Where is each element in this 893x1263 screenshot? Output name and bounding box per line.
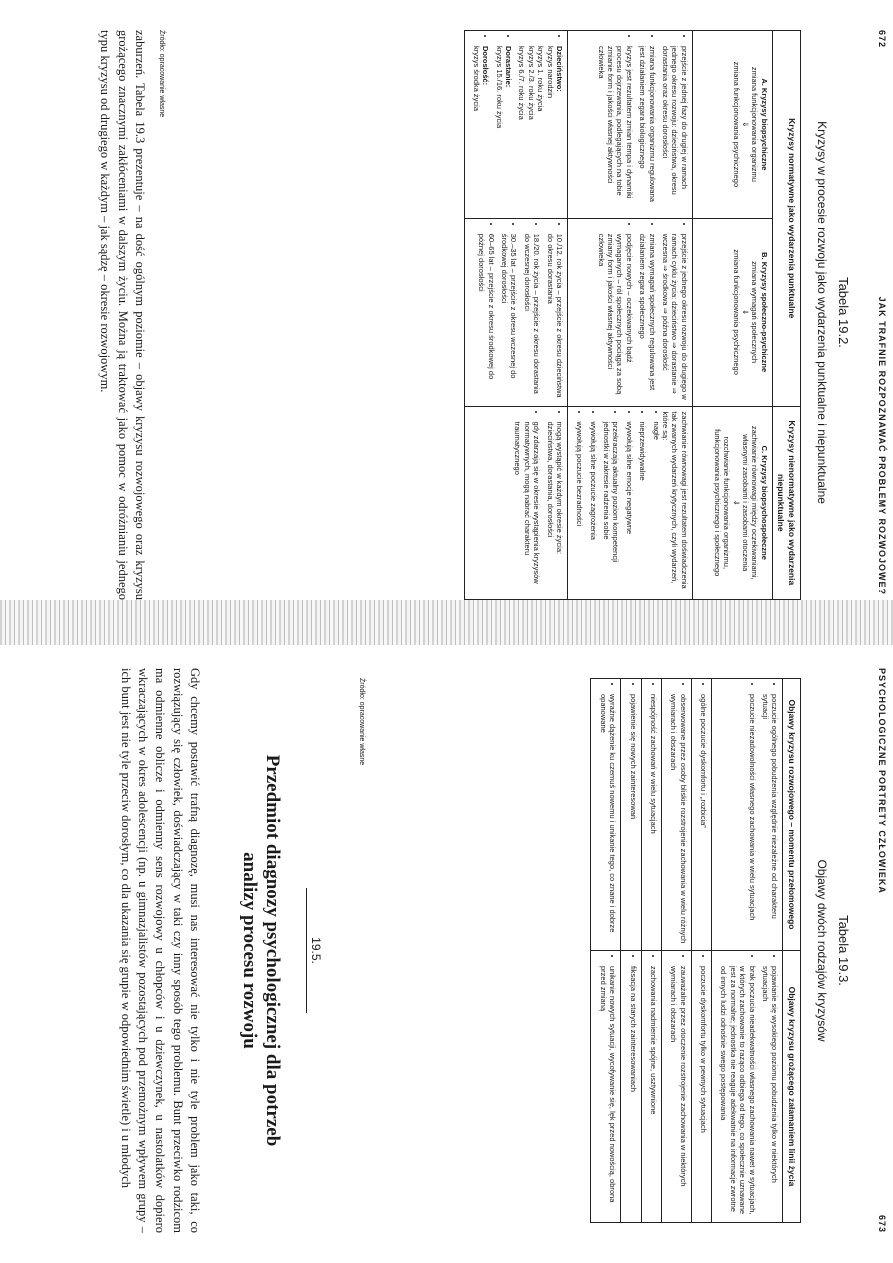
running-head <box>871 668 887 1233</box>
cell-b-desc <box>568 218 693 406</box>
list-item: • Dorosłość: kryzys środka życia <box>472 46 491 213</box>
table-row <box>662 679 692 1223</box>
table-row <box>568 31 693 600</box>
page-672 <box>0 0 893 625</box>
cell-b-head: B. Kryzysy społeczno-psychiczne zmiana wymagań społecznych ⇓ zmiana funkcjonowania psychicznego <box>692 218 772 406</box>
table-row <box>691 679 711 1223</box>
list-item: • 10./12. rok życia – przejście z okresu dzieciństwa do okresu dorastania <box>545 234 564 401</box>
col-normative: Kryzysy normatywne jako wydarzenia punktualne <box>772 31 800 407</box>
list-item: • mogą wystąpić w każdym okresie życia: dzieciństwa, dorastania, dorosłości <box>545 422 564 594</box>
list-item: • 18./20. rok życia – przejście z okresu dorastania do wczesnej dorosłości <box>523 234 542 401</box>
list-item: • Dzieciństwo: kryzys narodzin kryzys 1. roku życia kryzys 2./3. roku życia kryzys 6./7. roku życia <box>517 46 564 213</box>
list-item: • zmiana wymagań społecznych regulowana jest działaniem zegara społecznego <box>638 234 657 401</box>
list-item: • przejście z jednej fazy do drugiej w ramach jednego okresu rozwoju: dzieciństwa, okresu dorastania oraz okresu dorosłości <box>661 46 689 213</box>
page-number: 673 <box>877 1214 887 1233</box>
page-number: 672 <box>877 30 887 49</box>
list-item: • podjęcie nowych – oczekiwanych bądź wymaganych – ról społecznych pociąga za sobą zmiany form i jakości własnej aktywności człowieka <box>596 234 634 401</box>
list-item: • nagłe <box>651 422 660 594</box>
table-row <box>712 679 783 1223</box>
list-item: • Dorastanie: kryzys 15./16. roku życia <box>494 46 513 213</box>
list-item: • unikanie nowych sytuacji, wycofywanie się, lęk przed nowością, obrona przed zmianą <box>599 966 618 1217</box>
running-head-text: PSYCHOLOGICZNE PORTRETY CZŁOWIEKA <box>877 668 887 894</box>
section-rule <box>306 888 307 1013</box>
col-right: Objawy kryzysu grożącego załamaniem linii życia <box>783 951 801 1223</box>
col-nonnormative: Kryzysy nienormatywne jako wydarzenia niepunktualne <box>772 406 800 599</box>
col-left: Objawy kryzysu rozwojowego – momentu przełomowego <box>783 679 801 951</box>
list-item: • przejście z jednego okresu rozwoju do drugiego w ramach cyklu życia: dzieciństwo ⇒ dorastanie ⇒ wczesna ⇒ środkowa ⇒ późna dorosłość <box>661 234 689 401</box>
list-item: • niespójność zachowań w wielu sytuacjach <box>649 694 658 945</box>
table-19-2 <box>464 30 801 600</box>
table-number: Tabela 19.3. <box>836 915 851 986</box>
cell-a-examples <box>464 31 567 219</box>
list-item: • zmiana funkcjonowania organizmu regulowana jest działaniem zegara biologicznego <box>638 46 657 213</box>
list-item: • 30.–35 lat – przejście z okresu wczesnej do środkowej dorosłości <box>500 234 519 401</box>
list-item: • wyraźne dążenie ku czemuś nowemu i unikanie tego, co znane i dobrze opanowane <box>599 694 618 945</box>
cell-c-desc: zachwianie równowagi jest rezultatem doświadczenia tak zwanych wydarzeń krytycznych, czyli wydarzeń, które są: • nagłe • nieprzewidywalne • wywołują silne emocje negatywne • przekraczają aktualny poziom kompetencji jednostki w zakresie radzenia sobie • wywołują silne poczucie zagrożenia • wywołują poczucie bezradności <box>568 406 693 599</box>
list-item: • wywołują poczucie bezradności <box>575 422 584 594</box>
cell-b-examples <box>464 218 567 406</box>
list-item: • zauważalne przez otoczenie rozstrojenie zachowania w niektórych wymiarach i obszarach <box>669 966 688 1217</box>
list-item: • zachowania nadmiernie spójne, usztywnione <box>649 966 658 1217</box>
table-row <box>591 679 621 1223</box>
list-item: • poczucie ogólnego pobudzenia względnie niezależne od charakteru sytuacji <box>761 694 780 945</box>
table-row <box>641 679 661 1223</box>
list-item: • poczucie niezadowolności własnego zachowania w wielu sytuacjach <box>747 694 756 945</box>
table-source: Źródło: opracowanie własne <box>158 30 165 118</box>
table-caption: Objawy dwóch rodzajów kryzysów <box>815 859 829 1042</box>
list-item: • 60–65 lat – przejście z okresu środkowej do późnej dorosłości <box>477 234 496 401</box>
table-19-3 <box>591 678 802 1223</box>
list-item: • nieprzewidywalne <box>638 422 647 594</box>
list-item: • wywołują silne emocje negatywne <box>625 422 634 594</box>
list-item: • fiksacja na starych zainteresowaniach <box>628 966 637 1217</box>
body-text: zaburzeń. Tabela 19.3 prezentuje – na dość ogólnym poziomie – objawy kryzysu rozwojowego oraz kryzysu grożącego znacznymi zakłóceniami w dalszym życiu. Można ją traktować jako pomoc w odróżnianiu jednego typu kryzysu od drugiego w każdym – jak sądzę – okresie rozwojowym. <box>98 30 147 600</box>
list-item: • kryzys jest rezultatem zmian tempa i dynamiki procesu dojrzewania, podlegających na tobie zmianie form i jakości własnej aktywności człowieka <box>596 46 634 213</box>
section-number: 19.5. <box>309 937 323 964</box>
running-head-text: JAK TRAFNIE ROZPOZNAWAĆ PROBLEMY ROZWOJOWE? <box>877 296 887 595</box>
table-source: Źródło: opracowanie własne <box>358 678 365 766</box>
table-row <box>692 31 772 600</box>
list-item: • przekraczają aktualny poziom kompetencji jednostki w zakresie radzenia sobie <box>602 422 621 594</box>
list-item: • pojawienie się nowych zainteresowań <box>628 694 637 945</box>
list-item: • poczucie dyskomfortu tylko w pewnych sytuacjach <box>699 966 708 1217</box>
table-caption: Kryzysy w procesie rozwoju jako wydarzenia punktualne i niepunktualne <box>815 121 829 504</box>
running-head <box>871 30 887 595</box>
list-item: • gdy zdarzają się w okresie wystąpienia kryzysów normatywnych, mogą nabrać charakteru traumatycznego <box>513 422 541 594</box>
list-item: • obserwowane przez osoby bliskie rozstrojenie zachowania w wielu różnych wymiarach i obszarach <box>669 694 688 945</box>
table-row <box>621 679 641 1223</box>
list-item: • ogólne poczucie dyskomfortu i „rozbicia” <box>699 694 708 945</box>
cell-c-head: C. Kryzysy biopsychospołeczne zachwianie równowagi między oczekiwaniami, własnymi zasobami i zasobami otoczenia ⇓ rozchwianie funkcjonowania organizmu, funkcjonowania psychicznego i społecznego <box>692 406 772 599</box>
table-number: Tabela 19.2. <box>836 277 851 348</box>
page-672-rotated <box>0 0 893 625</box>
cell-a-desc <box>568 31 693 219</box>
list-item: • pojawianie się wysokiego poziomu pobudzenia tylko w niektórych sytuacjach <box>761 966 780 1217</box>
list-item: • wywołują silne poczucie zagrożenia <box>588 422 597 594</box>
table-row <box>464 31 567 600</box>
list-item: • brak poczucia nieadekwatności własnego zachowania nawet w sytuacjach, w których zachowanie to raząco odbiega od tego, co społecznie uznawane jest za normalne; jednostka nie reaguje adekwatnie na informacje zwrotne od innych ludzi odnośnie swego postępowania <box>719 966 757 1217</box>
page-673 <box>0 638 893 1263</box>
body-text: Gdy chcemy postawić trafną diagnozę, musi nas interesować nie tylko i nie tyle problem jako taki, co rozwiązujący się człowiek, doświadczający w taki czy inny sposób tego problemu. Bunt przeciwko rodzicom ma odmienne oblicze i odmienny sens rozwojowy u chłopców i u dziewczynek, u nastolatków dopiero wkraczających w okres adolescencji (np. u gimnazjalistów pozostających pod przemożnym wpływem grupy – ich bunt jest nie tyle przeciw dorosłym, co dla ukazania się grupie w odpowiednim świetle) i u młodych <box>119 668 202 1233</box>
page-673-rotated <box>0 638 893 1263</box>
cell-a-head: A. Kryzysy biopsychiczne zmiana funkcjonowania organizmu ⇓ zmiana funkcjonowania psychicznego <box>692 31 772 219</box>
cell-c-examples <box>464 406 567 599</box>
section-title: Przedmiot diagnozy psychologicznej dla potrzeb analizy procesu rozwoju <box>239 754 283 1147</box>
